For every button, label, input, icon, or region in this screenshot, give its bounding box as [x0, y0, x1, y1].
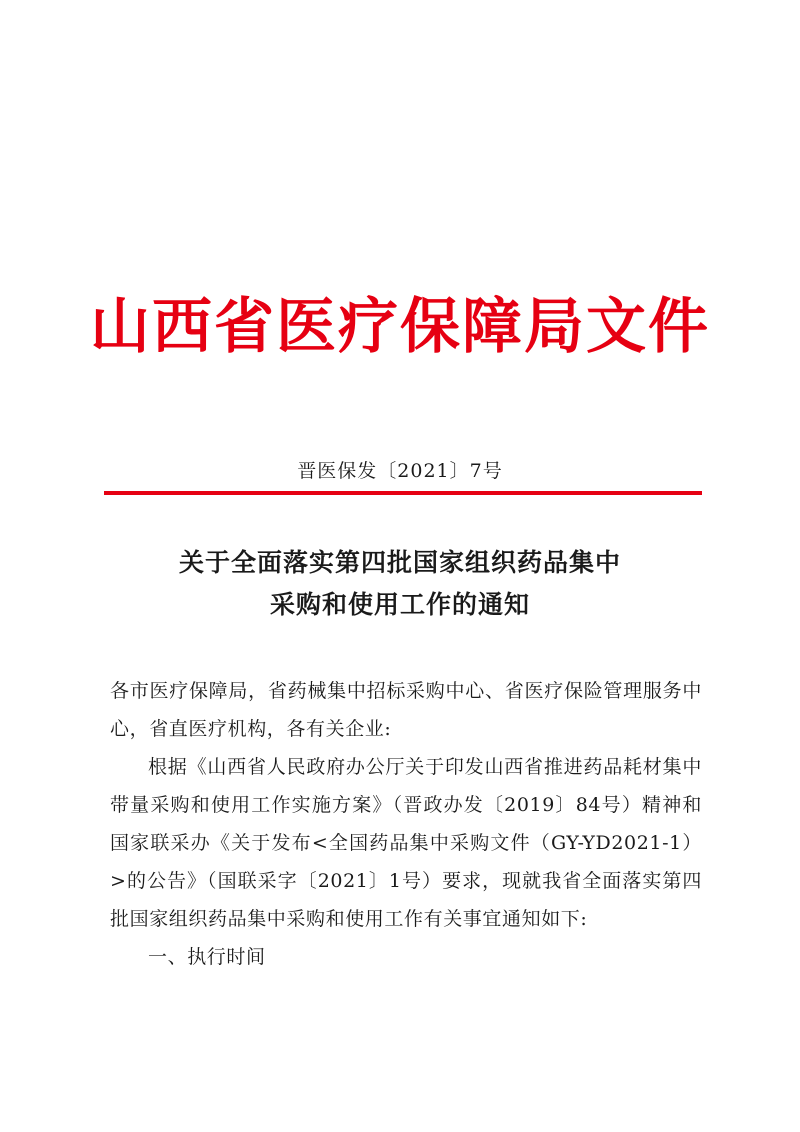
red-divider-line [104, 491, 702, 495]
issuing-authority-header: 山西省医疗保障局文件 [90, 292, 710, 362]
document-number: 晋医保发〔2021〕7号 [297, 460, 503, 482]
notice-body [110, 672, 702, 976]
addressee-paragraph: 各市医疗保障局，省药械集中招标采购中心、省医疗保险管理服务中心，省直医疗机构，各有关企业: [110, 680, 702, 740]
notice-title [0, 542, 800, 626]
body-paragraph: 根据《山西省人民政府办公厅关于印发山西省推进药品耗材集中带量采购和使用工作实施方案》（晋政办发〔2019〕84号）精神和国家联采办《关于发布<全国药品集中采购文件（GY-YD2021-1）>的公告》（国联采字〔2021〕1号）要求，现就我省全面落实第四批国家组织药品集中采购和使用工作有关事宜通知如下: [110, 756, 702, 930]
section-heading: 一、执行时间 [148, 946, 266, 968]
notice-title-line-2: 采购和使用工作的通知 [269, 590, 530, 619]
notice-title-line-1: 关于全面落实第四批国家组织药品集中 [178, 548, 621, 577]
